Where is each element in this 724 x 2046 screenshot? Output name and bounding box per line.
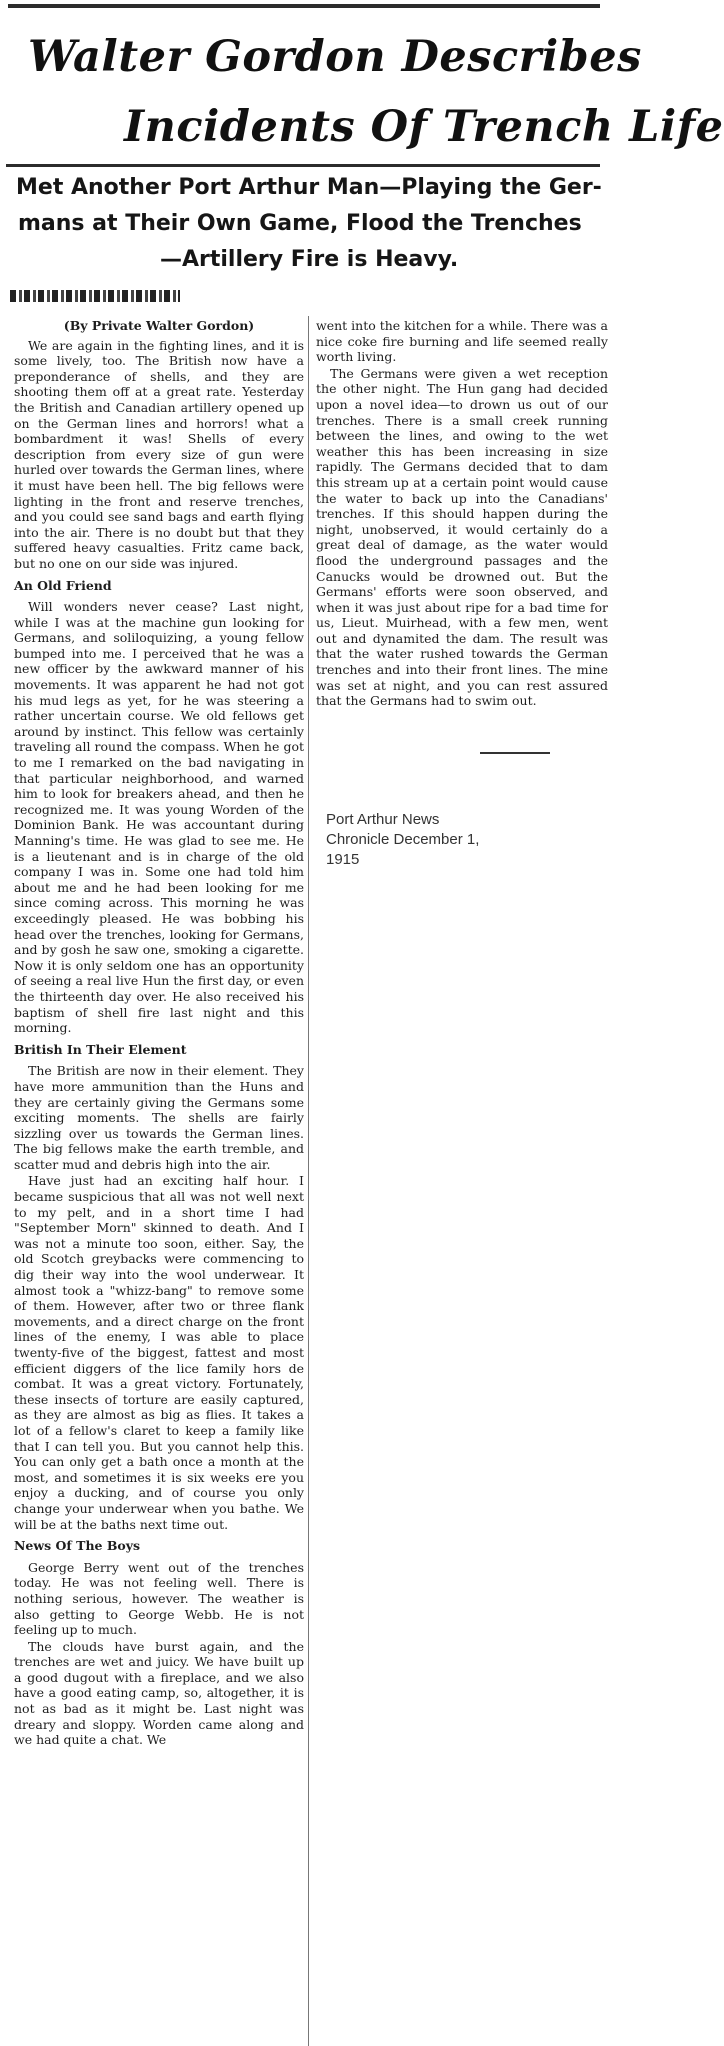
- intro-paragraph: We are again in the fighting lines, and it is some lively, too. The British now have a preponderance of shells, and they are shooting them off at a great rate. Yesterday the British and Canadian artillery opened up on the German lines and horrors! what a bombardment it was! Shells of every description from every size of gun were hurled over towards the German lines, where it must have been hell. The big fellows were lighting in the front and reserve trenches, and you could see sand bags and earth flying into the air. There is no doubt but that they suffered heavy casualties. Fritz came back, but no one on our side was injured.: [14, 337, 304, 571]
- section-heading-old-friend: An Old Friend: [14, 577, 112, 593]
- right-column: [316, 318, 608, 710]
- caption-line-2: Chronicle December 1,: [326, 831, 480, 848]
- right-paragraph-1: went into the kitchen for a while. There was a nice coke fire burning and life seemed really worth living.: [316, 318, 608, 365]
- decorative-ornament: [10, 290, 180, 302]
- headline-rule: [6, 164, 600, 167]
- source-caption: [326, 810, 596, 870]
- article-end-rule: [480, 752, 550, 754]
- top-rule: [8, 4, 600, 8]
- subhead-line-2: mans at Their Own Game, Flood the Trenches: [18, 211, 582, 236]
- caption-line-1: Port Arthur News: [326, 811, 440, 828]
- headline: [6, 10, 724, 160]
- left-column: [14, 318, 304, 1749]
- section-heading-news-of-boys: News Of The Boys: [14, 1538, 141, 1554]
- caption-line-3: 1915: [326, 851, 360, 868]
- subhead-line-1: Met Another Port Arthur Man—Playing the Ger-: [16, 175, 602, 200]
- column-divider: [308, 316, 309, 2046]
- headline-line-1: Walter Gordon Describes: [28, 32, 642, 82]
- british-element-paragraph-2: Have just had an exciting half hour. I became suspicious that all was not well next to my pelt, and in a short time I had "September Morn" skinned to death. And I was not a minute too soon, either. Say, the old Scotch greybacks were commencing to dig their way into the wool underwear. It almost took a "whizz-bang" to remove some of them. However, after two or three flank movements, and a direct charge on the front lines of the enemy, I was able to place twenty-five of the biggest, fattest and most efficient diggers of the lice family hors de combat. It was a great victory. Fortunately, these insects of torture are easily captured, as they are almost as big as flies. It takes a lot of a fellow's claret to keep a family like that I can tell you. But you cannot help this. You can only get a bath once a month at the most, and sometimes it is six weeks ere you enjoy a ducking, and of course you only change your underwear when you bathe. We will be at the baths next time out.: [14, 1173, 304, 1532]
- subhead-line-3: —Artillery Fire is Heavy.: [160, 247, 459, 272]
- news-of-boys-paragraph-2: The clouds have burst again, and the trenches are wet and juicy. We have built up a good dugout with a fireplace, and we also have a good eating camp, so, altogether, it is not as bad as it might be. Last night was dreary and sloppy. Worden came along and we had quite a chat. We: [14, 1638, 304, 1748]
- subheadline: [10, 170, 602, 282]
- right-paragraph-2: The Germans were given a wet reception the other night. The Hun gang had decided upon a novel idea—to drown us out of our trenches. There is a small creek running between the lines, and owing to the wet weather this has been increasing in size rapidly. The Germans decided that to dam this stream up at a certain point would cause the water to back up into the Canadians' trenches. If this should happen during the night, unobserved, it would certainly do a great deal of damage, as the water would flood the underground passages and the Canucks would be drowned out. But the Germans' efforts were soon observed, and when it was just about ripe for a bad time for us, Lieut. Muirhead, with a few men, went out and dynamited the dam. The result was that the water rushed towards the German trenches and into their front lines. The mine was set at night, and you can rest assured that the Germans had to swim out.: [316, 365, 608, 709]
- section-heading-british-element: British In Their Element: [14, 1041, 187, 1057]
- headline-line-2: Incidents Of Trench Life: [124, 102, 724, 152]
- old-friend-paragraph: Will wonders never cease? Last night, while I was at the machine gun looking for Germans, and soliloquizing, a young fellow bumped into me. I perceived that he was a new officer by the awkward manner of his movements. It was apparent he had not got his mud legs as yet, for he was steering a rather uncertain course. We old fellows get around by instinct. This fellow was certainly traveling all round the compass. When he got to me I remarked on the bad navigating in that particular neighborhood, and warned him to look for breakers ahead, and then he recognized me. It was young Worden of the Dominion Bank. He was accountant during Manning's time. He was glad to see me. He is a lieutenant and is in charge of the old company I was in. Some one had told him about me and he had been looking for me since coming across. This morning he was exceedingly pleased. He was bobbing his head over the trenches, looking for Germans, and by gosh he saw one, smoking a cigarette. Now it is only seldom one has an opportunity of seeing a real live Hun the first day, or even the thirteenth day over. He also received his baptism of shell fire last night and this morning.: [14, 599, 304, 1036]
- byline: (By Private Walter Gordon): [63, 318, 255, 333]
- news-of-boys-paragraph-1: George Berry went out of the trenches today. He was not feeling well. There is nothing serious, however. The weather is also getting to George Webb. He is not feeling up to much.: [14, 1559, 304, 1638]
- british-element-paragraph-1: The British are now in their element. They have more ammunition than the Huns and they are certainly giving the Germans some exciting moments. The shells are fairly sizzling over us towards the German lines. The big fellows make the earth tremble, and scatter mud and debris high into the air.: [14, 1063, 304, 1172]
